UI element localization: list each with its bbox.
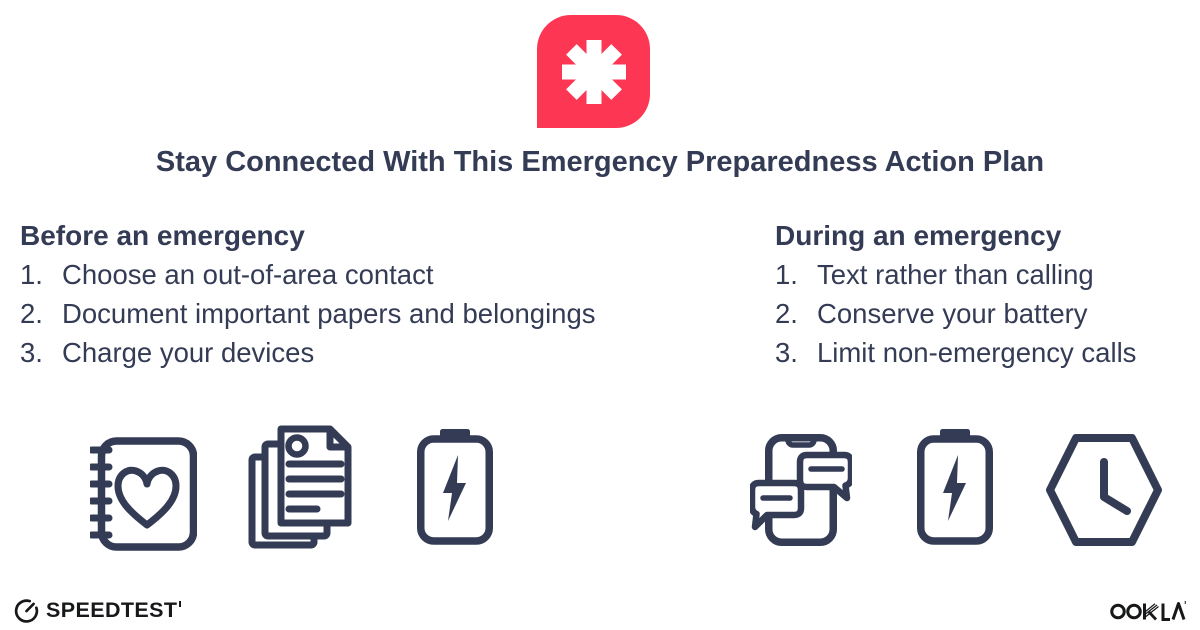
- medical-asterisk-icon: [562, 40, 626, 104]
- list-item-number: 2.: [775, 298, 798, 329]
- list-item-number: 1.: [775, 259, 798, 290]
- speedtest-gauge-icon: [13, 597, 40, 624]
- speedtest-wordmark: SPEEDTEST: [46, 597, 178, 622]
- list-item: [775, 294, 1200, 333]
- during-emergency-list: [775, 255, 1200, 372]
- during-emergency-heading: During an emergency: [775, 220, 1062, 251]
- speedtest-logo: [13, 596, 181, 624]
- before-emergency-list: [20, 255, 720, 372]
- list-item-number: 3.: [775, 337, 798, 368]
- emergency-badge: [537, 15, 650, 128]
- clock-hexagon-icon: [1045, 431, 1163, 549]
- list-item: [20, 333, 720, 372]
- list-item: [20, 294, 720, 333]
- ookla-logo: [1110, 598, 1186, 622]
- trademark-mark: [179, 601, 181, 607]
- before-emergency-heading: Before an emergency: [20, 220, 305, 251]
- list-item-text: Charge your devices: [62, 337, 315, 368]
- battery-charge-icon: [417, 429, 493, 545]
- phone-messages-icon: [750, 432, 852, 548]
- battery-charge-icon: [917, 429, 993, 545]
- list-item: [20, 255, 720, 294]
- list-item-number: 2.: [20, 298, 43, 329]
- page-title: Stay Connected With This Emergency Preparedness Action Plan: [155, 146, 1045, 178]
- list-item-number: 3.: [20, 337, 43, 368]
- list-item: [775, 255, 1200, 294]
- list-item-text: Document important papers and belongings: [62, 298, 596, 329]
- list-item-text: Text rather than calling: [817, 259, 1094, 290]
- contact-notebook-heart-icon: [90, 433, 197, 555]
- documents-stack-icon: [247, 425, 353, 550]
- ookla-wordmark: [1110, 598, 1186, 622]
- list-item-text: Limit non-emergency calls: [817, 337, 1137, 368]
- list-item: [775, 333, 1200, 372]
- list-item-text: Conserve your battery: [817, 298, 1088, 329]
- list-item-number: 1.: [20, 259, 43, 290]
- list-item-text: Choose an out-of-area contact: [62, 259, 434, 290]
